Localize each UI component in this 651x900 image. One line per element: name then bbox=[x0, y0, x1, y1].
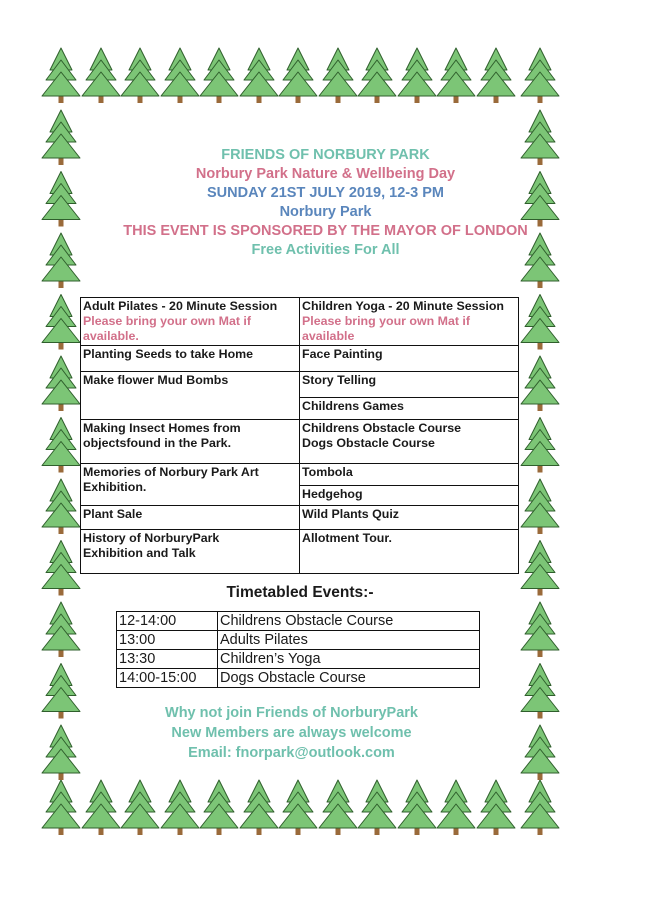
tree-icon bbox=[200, 780, 238, 835]
footer bbox=[0, 703, 583, 763]
tree-icon bbox=[521, 418, 559, 473]
activity-label: Dogs Obstacle Course bbox=[302, 436, 435, 450]
activity-cell-right bbox=[300, 506, 519, 530]
tree-icon bbox=[200, 48, 238, 103]
tree-icon bbox=[319, 780, 357, 835]
activity-label: Story Telling bbox=[302, 373, 377, 387]
activity-label: Make flower Mud Bombs bbox=[83, 373, 229, 387]
join-line: Why not join Friends of NorburyPark bbox=[165, 705, 418, 721]
activity-cell-right bbox=[300, 530, 519, 574]
tree-icon bbox=[477, 48, 515, 103]
sponsor-line: THIS EVENT IS SPONSORED BY THE MAYOR OF LONDON bbox=[123, 223, 528, 239]
timetable-table bbox=[116, 611, 480, 688]
activity-label: Hedgehog bbox=[302, 487, 363, 501]
activity-row bbox=[81, 530, 519, 574]
tree-icon bbox=[240, 780, 278, 835]
tree-icon bbox=[121, 48, 159, 103]
activity-cell-right bbox=[300, 486, 519, 506]
timetable-event: Adults Pilates bbox=[218, 631, 480, 650]
activity-cell-left bbox=[81, 346, 300, 372]
activity-cell-right bbox=[300, 420, 519, 464]
activity-cell-right bbox=[300, 372, 519, 398]
activity-cell-right bbox=[300, 298, 519, 346]
tree-icon bbox=[521, 780, 559, 835]
activity-label: Exhibition. bbox=[83, 480, 147, 494]
activities-table bbox=[80, 297, 519, 574]
mat-note: Please bring your own Mat if bbox=[83, 314, 251, 328]
activity-cell-left bbox=[81, 530, 300, 574]
activity-row bbox=[81, 346, 519, 372]
timetable-event: Childrens Obstacle Course bbox=[218, 612, 480, 631]
tree-icon bbox=[437, 48, 475, 103]
mat-note: available. bbox=[83, 329, 139, 343]
timetable-time: 13:30 bbox=[117, 650, 218, 669]
activity-label: Making Insect Homes from bbox=[83, 421, 241, 435]
activity-label: Plant Sale bbox=[83, 507, 143, 521]
activity-label: Childrens Games bbox=[302, 399, 404, 413]
email-line: Email: fnorpark@outlook.com bbox=[188, 745, 395, 761]
timetable-event: Dogs Obstacle Course bbox=[218, 669, 480, 688]
timetable-row bbox=[117, 612, 480, 631]
activity-label: Adult Pilates - 20 Minute Session bbox=[83, 299, 278, 313]
activity-label: Childrens Obstacle Course bbox=[302, 421, 462, 435]
mat-note: Please bring your own Mat if bbox=[302, 314, 470, 328]
event-venue: Norbury Park bbox=[279, 204, 372, 220]
tree-icon bbox=[398, 48, 436, 103]
activity-label: Tombola bbox=[302, 465, 353, 479]
tree-icon bbox=[240, 48, 278, 103]
tree-icon bbox=[82, 48, 120, 103]
activity-cell-left bbox=[81, 372, 300, 420]
tree-icon bbox=[521, 602, 559, 657]
event-header bbox=[0, 146, 651, 260]
timetable-row bbox=[117, 631, 480, 650]
timetable-row bbox=[117, 650, 480, 669]
activity-label: Exhibition and Talk bbox=[83, 546, 196, 560]
tree-icon bbox=[161, 48, 199, 103]
welcome-line: New Members are always welcome bbox=[171, 725, 412, 741]
activity-cell-left bbox=[81, 298, 300, 346]
tree-icon bbox=[358, 780, 396, 835]
activity-label: Memories of Norbury Park Art bbox=[83, 465, 259, 479]
activity-label: objectsfound in the Park. bbox=[83, 436, 232, 450]
tree-icon bbox=[42, 418, 80, 473]
activity-row bbox=[81, 420, 519, 464]
org-name: FRIENDS OF NORBURY PARK bbox=[221, 147, 430, 163]
tree-icon bbox=[82, 780, 120, 835]
tree-icon bbox=[319, 48, 357, 103]
activity-cell-left bbox=[81, 464, 300, 506]
timetable-time: 14:00-15:00 bbox=[117, 669, 218, 688]
timetable-event: Children’s Yoga bbox=[218, 650, 480, 669]
event-title: Norbury Park Nature & Wellbeing Day bbox=[195, 166, 456, 182]
timetable-title: Timetabled Events:- bbox=[226, 584, 374, 601]
mat-note: available bbox=[302, 329, 355, 343]
activity-label: Children Yoga - 20 Minute Session bbox=[302, 299, 504, 313]
activity-row bbox=[81, 298, 519, 346]
tree-icon bbox=[521, 48, 559, 103]
tree-icon bbox=[477, 780, 515, 835]
tree-icon bbox=[358, 48, 396, 103]
tree-icon bbox=[42, 602, 80, 657]
tree-icon bbox=[42, 295, 80, 350]
activity-row bbox=[81, 506, 519, 530]
tree-icon bbox=[521, 356, 559, 411]
activity-row bbox=[81, 372, 519, 398]
activity-cell-right bbox=[300, 464, 519, 486]
tree-icon bbox=[42, 48, 80, 103]
tree-icon bbox=[42, 356, 80, 411]
timetable-time: 12-14:00 bbox=[117, 612, 218, 631]
activity-label: Face Painting bbox=[302, 347, 383, 361]
activity-cell-right bbox=[300, 346, 519, 372]
tree-icon bbox=[521, 479, 559, 534]
tree-icon bbox=[42, 479, 80, 534]
tree-icon bbox=[161, 780, 199, 835]
tree-icon bbox=[521, 295, 559, 350]
timetable-time: 13:00 bbox=[117, 631, 218, 650]
activity-cell-right bbox=[300, 398, 519, 420]
tree-icon bbox=[121, 780, 159, 835]
activity-label: Allotment Tour. bbox=[302, 531, 392, 545]
tree-icon bbox=[437, 780, 475, 835]
activity-label: Planting Seeds to take Home bbox=[83, 347, 254, 361]
tree-icon bbox=[42, 780, 80, 835]
event-date: SUNDAY 21ST JULY 2019, 12-3 PM bbox=[207, 185, 444, 201]
free-activities: Free Activities For All bbox=[251, 242, 400, 258]
activity-label: Wild Plants Quiz bbox=[302, 507, 399, 521]
activity-cell-left bbox=[81, 506, 300, 530]
activity-row bbox=[81, 464, 519, 486]
tree-icon bbox=[279, 780, 317, 835]
activity-cell-left bbox=[81, 420, 300, 464]
tree-icon bbox=[398, 780, 436, 835]
activity-label: History of NorburyPark bbox=[83, 531, 220, 545]
timetable-row bbox=[117, 669, 480, 688]
tree-icon bbox=[279, 48, 317, 103]
